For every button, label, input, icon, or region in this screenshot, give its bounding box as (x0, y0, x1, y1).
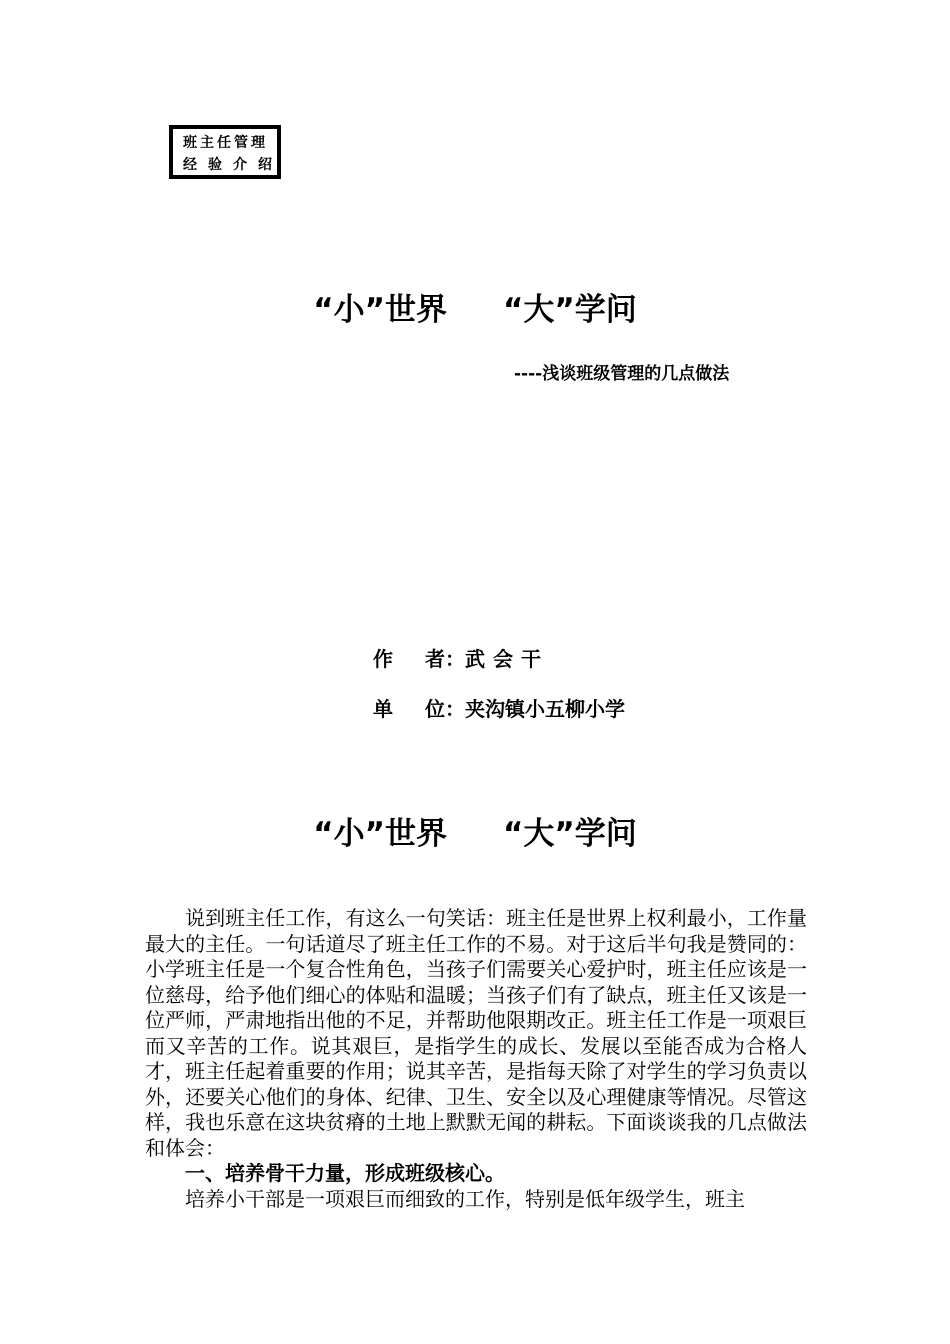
author-line (373, 645, 549, 673)
unit-key-a: 单 (373, 697, 393, 721)
subtitle: ----浅谈班级管理的几点做法 (514, 364, 730, 384)
unit-name: 夹沟镇小五柳小学 (465, 697, 625, 721)
title-part-2: “大”学问 (503, 292, 637, 328)
paragraph-section-1: 培养小干部是一项艰巨而细致的工作，特别是低年级学生，班主 (185, 1186, 745, 1211)
unit-line (373, 695, 625, 723)
body-title-part-1: “小”世界 (313, 816, 447, 852)
section-heading-1: 一、培养骨干力量，形成班级核心。 (185, 1161, 505, 1185)
paragraph-intro: 说到班主任工作，有这么一句笑话：班主任是世界上权利最小，工作量最大的主任。一句话道尽了班主任工作的不易。对于这后半句我是赞同的：小学班主任是一个复合性角色，当孩子们需要关心爱护时，班主任应该是一位慈母，给予他们细心的体贴和温暖；当孩子们有了缺点，班主任又该是一位严师，严肃地指出他的不足，并帮助他限期改正。班主任工作是一项艰巨而又辛苦的工作。说其艰巨，是指学生的成长、发展以至能否成为合格人才，班主任起着重要的作用；说其辛苦，是指每天除了对学生的学习负责以外，还要关心他们的身体、纪律、卫生、安全以及心理健康等情况。尽管这样，我也乐意在这块贫瘠的土地上默默无闻的耕耘。下面谈谈我的几点做法和体会： (145, 906, 807, 1160)
author-key-b: 者： (425, 647, 465, 671)
body-title-part-2: “大”学问 (503, 816, 637, 852)
body-title (0, 814, 950, 854)
author-name: 武会干 (465, 647, 549, 671)
author-key-a: 作 (373, 647, 393, 671)
page-title (0, 290, 950, 330)
title-part-1: “小”世界 (313, 292, 447, 328)
body-text (145, 906, 807, 1212)
label-line-1: 班主任管理 (183, 135, 268, 151)
label-box (169, 125, 281, 179)
label-line-2: 经验介绍 (183, 157, 283, 173)
unit-key-b: 位： (425, 697, 465, 721)
